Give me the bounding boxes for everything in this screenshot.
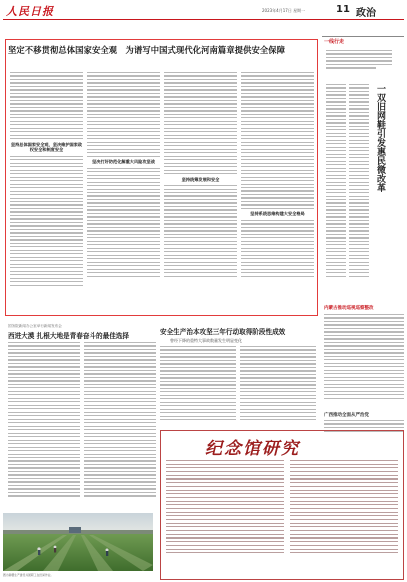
lead-subhead-4: 坚持系统思维构建大安全格局 [250, 211, 305, 217]
sidebar-title[interactable]: 一线行走 [324, 39, 345, 45]
lead-column-4 [241, 72, 314, 279]
section-name: 政治 [356, 8, 376, 19]
lead-subhead-3: 坚持统筹发展和安全 [181, 176, 220, 182]
left-story-column-2 [84, 342, 156, 499]
sidebar-notice-1-body [324, 314, 404, 401]
lead-column-3 [164, 72, 237, 279]
sidebar-column-2 [349, 84, 369, 279]
issue-date: 2023年4月17日 星期一 [262, 8, 306, 13]
sidebar-notice-1[interactable]: 内蒙古推动巡视巡察整改 [324, 306, 374, 311]
field-photo[interactable] [3, 513, 153, 571]
sidebar-column-1 [326, 84, 346, 279]
sidebar-intro [326, 50, 396, 71]
left-story-headline[interactable]: 西进大漠 扎根大地是青春奋斗的最佳选择 [8, 332, 129, 340]
lead-column-2 [87, 72, 160, 279]
masthead-rule [3, 19, 404, 20]
sidebar-notice-2[interactable]: 广西推动全面从严治党 [324, 413, 369, 418]
advertisement-text-right [290, 460, 398, 556]
lead-subhead-1: 坚持总体国家安全观，坚决维护国家政权安全和制度安全 [10, 141, 83, 153]
lead-column-1 [10, 72, 83, 288]
middle-story-headline[interactable]: 安全生产治本攻坚三年行动取得阶段性成效 [160, 328, 286, 336]
left-story-column-1 [8, 342, 80, 499]
lead-headline[interactable]: 坚定不移贯彻总体国家安全观 为谱写中国式现代化河南篇章提供安全保障 [8, 45, 286, 55]
advertisement-title: 纪念馆研究 [205, 439, 300, 459]
lead-subhead-2: 坚决打好防范化解重大风险攻坚战 [92, 159, 155, 165]
middle-story-deck: 曾经下降的重特大事故数量发生明显变化 [170, 338, 242, 343]
advertisement-text-left [166, 460, 284, 556]
sidebar-vertical-headline[interactable]: 一双旧网鞋引发惠民微改革 [375, 84, 385, 192]
left-story-kicker: 国务院新闻办公室举行新闻发布会 [8, 324, 62, 328]
middle-story-column-1 [160, 346, 236, 423]
photo-caption: 图为新疆生产建设兵团职工在田间作业。 [3, 573, 54, 577]
newspaper-logo: 人民日报 [6, 5, 54, 18]
page-number: 11 [336, 4, 350, 15]
middle-story-column-2 [240, 346, 316, 423]
field-photo-image [3, 513, 153, 571]
